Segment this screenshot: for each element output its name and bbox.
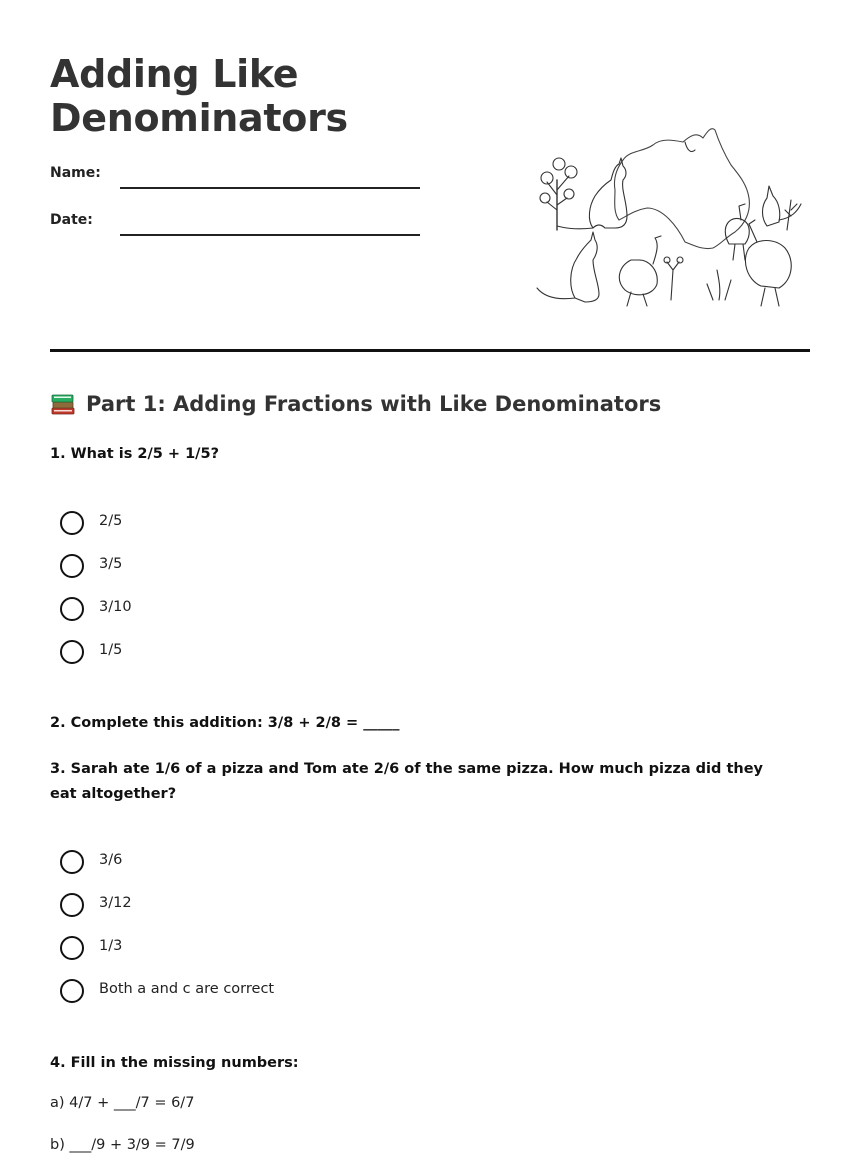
worksheet-title: Adding Like Denominators xyxy=(50,52,348,140)
books-icon xyxy=(50,391,76,417)
worksheet-page xyxy=(50,0,810,1161)
question-1-option-b[interactable] xyxy=(60,554,460,580)
option-label: 3/5 xyxy=(99,556,123,572)
date-line[interactable] xyxy=(120,234,420,236)
question-3-option-c[interactable] xyxy=(60,936,460,962)
radio-button[interactable] xyxy=(60,554,84,578)
question-3-option-d[interactable] xyxy=(60,979,460,1005)
name-field[interactable] xyxy=(50,164,430,188)
option-label: 1/3 xyxy=(99,938,123,954)
question-4-text: 4. Fill in the missing numbers: xyxy=(50,1055,299,1071)
radio-button[interactable] xyxy=(60,979,84,1003)
option-label: 3/12 xyxy=(99,895,132,911)
date-label: Date: xyxy=(50,212,93,228)
radio-button[interactable] xyxy=(60,640,84,664)
question-4-item-a: a) 4/7 + ___/7 = 6/7 xyxy=(50,1095,195,1111)
radio-button[interactable] xyxy=(60,936,84,960)
radio-button[interactable] xyxy=(60,850,84,874)
name-line[interactable] xyxy=(120,187,420,189)
question-1-option-d[interactable] xyxy=(60,640,460,666)
option-label: Both a and c are correct xyxy=(99,981,275,997)
question-1-text: 1. What is 2/5 + 1/5? xyxy=(50,446,219,462)
option-label: 1/5 xyxy=(99,642,123,658)
radio-button[interactable] xyxy=(60,511,84,535)
question-4-item-b: b) ___/9 + 3/9 = 7/9 xyxy=(50,1137,195,1153)
option-label: 2/5 xyxy=(99,513,123,529)
radio-button[interactable] xyxy=(60,893,84,917)
question-3-text: 3. Sarah ate 1/6 of a pizza and Tom ate 2/6 of the same pizza. How much pizza did they eat altogether? xyxy=(50,761,763,802)
question-1-option-c[interactable] xyxy=(60,597,460,623)
question-3-option-a[interactable] xyxy=(60,850,460,876)
question-2-text: 2. Complete this addition: 3/8 + 2/8 = _____ xyxy=(50,715,400,731)
header-divider xyxy=(50,349,810,352)
option-label: 3/10 xyxy=(99,599,132,615)
question-3-option-b[interactable] xyxy=(60,893,460,919)
question-1-option-a[interactable] xyxy=(60,511,460,537)
radio-button[interactable] xyxy=(60,597,84,621)
date-field[interactable] xyxy=(50,211,430,235)
name-label: Name: xyxy=(50,165,101,181)
section-heading xyxy=(50,388,810,420)
section-title: Part 1: Adding Fractions with Like Denominators xyxy=(86,392,662,416)
option-label: 3/6 xyxy=(99,852,123,868)
australian-animals-illustration xyxy=(535,120,805,315)
